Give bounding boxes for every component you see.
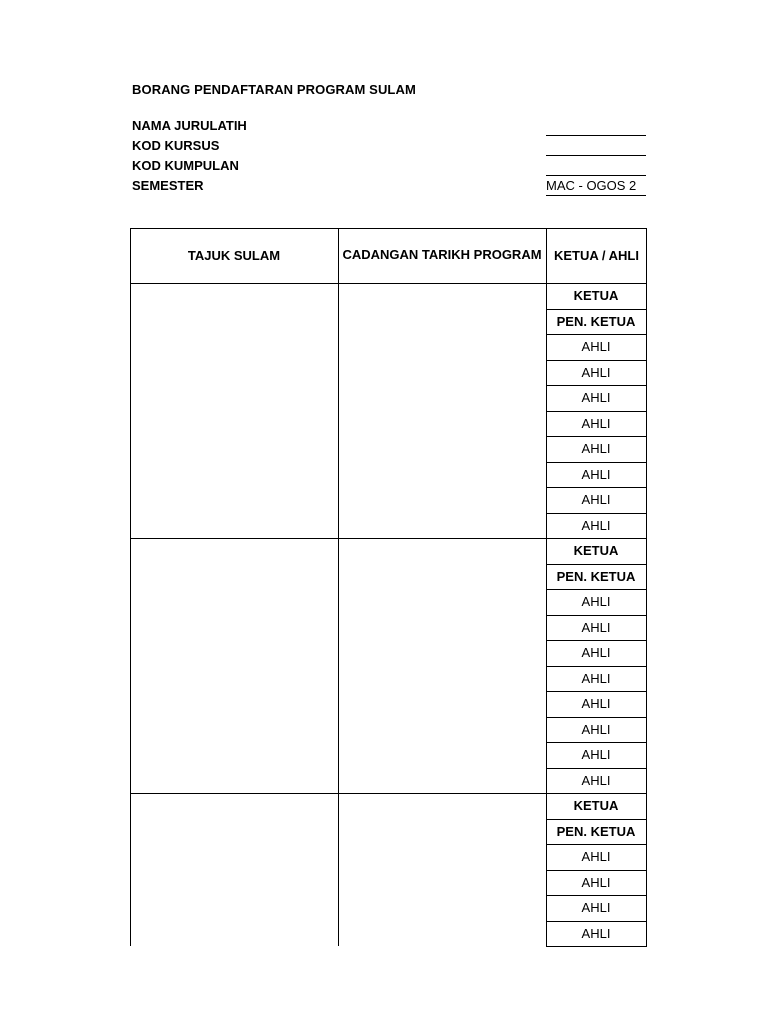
- role-cell: KETUA: [573, 798, 619, 814]
- field-kod-kumpulan[interactable]: [546, 156, 646, 176]
- role-cell: AHLI: [581, 339, 611, 355]
- role-cell: AHLI: [581, 415, 611, 431]
- role-cell: AHLI: [581, 721, 611, 737]
- role-cell: KETUA: [573, 288, 619, 304]
- role-cell: AHLI: [581, 696, 611, 712]
- tajuk-sulam-cell[interactable]: [131, 284, 338, 538]
- role-cell: AHLI: [581, 594, 611, 610]
- role-cell: AHLI: [581, 517, 611, 533]
- header-cadangan-tarikh: CADANGAN TARIKH PROGRAM: [342, 246, 542, 262]
- field-label-kod-kursus: KOD KURSUS: [132, 138, 220, 153]
- cadangan-tarikh-cell[interactable]: [339, 539, 546, 793]
- role-cell: AHLI: [581, 747, 611, 763]
- role-cell: AHLI: [581, 925, 611, 941]
- role-cell: AHLI: [581, 619, 611, 635]
- role-cell: AHLI: [581, 900, 611, 916]
- field-label-semester: SEMESTER: [132, 178, 204, 193]
- field-nama-jurulatih[interactable]: [546, 116, 646, 136]
- role-cell: AHLI: [581, 466, 611, 482]
- role-cell: AHLI: [581, 390, 611, 406]
- tajuk-sulam-cell[interactable]: [131, 794, 338, 946]
- cadangan-tarikh-cell[interactable]: [339, 794, 546, 946]
- table-top-border: [130, 228, 647, 229]
- header-ketua-ahli: KETUA / AHLI: [554, 247, 639, 263]
- col-divider-right: [646, 228, 647, 946]
- role-cell: KETUA: [573, 543, 619, 559]
- role-cell: PEN. KETUA: [556, 823, 636, 839]
- cadangan-tarikh-cell[interactable]: [339, 284, 546, 538]
- form-title: BORANG PENDAFTARAN PROGRAM SULAM: [132, 82, 416, 97]
- role-cell: PEN. KETUA: [556, 313, 636, 329]
- role-cell: AHLI: [581, 492, 611, 508]
- role-cell: AHLI: [581, 670, 611, 686]
- tajuk-sulam-cell[interactable]: [131, 539, 338, 793]
- role-cell: AHLI: [581, 849, 611, 865]
- field-kod-kursus[interactable]: [546, 136, 646, 156]
- role-cell: AHLI: [581, 874, 611, 890]
- role-row-border: [546, 946, 647, 947]
- field-semester[interactable]: MAC - OGOS 2: [546, 176, 646, 196]
- header-tajuk-sulam: TAJUK SULAM: [187, 247, 281, 263]
- field-label-kod-kumpulan: KOD KUMPULAN: [132, 158, 239, 173]
- field-label-nama-jurulatih: NAMA JURULATIH: [132, 118, 247, 133]
- role-cell: AHLI: [581, 364, 611, 380]
- role-cell: AHLI: [581, 772, 611, 788]
- role-cell: PEN. KETUA: [556, 568, 636, 584]
- role-cell: AHLI: [581, 645, 611, 661]
- role-cell: AHLI: [581, 441, 611, 457]
